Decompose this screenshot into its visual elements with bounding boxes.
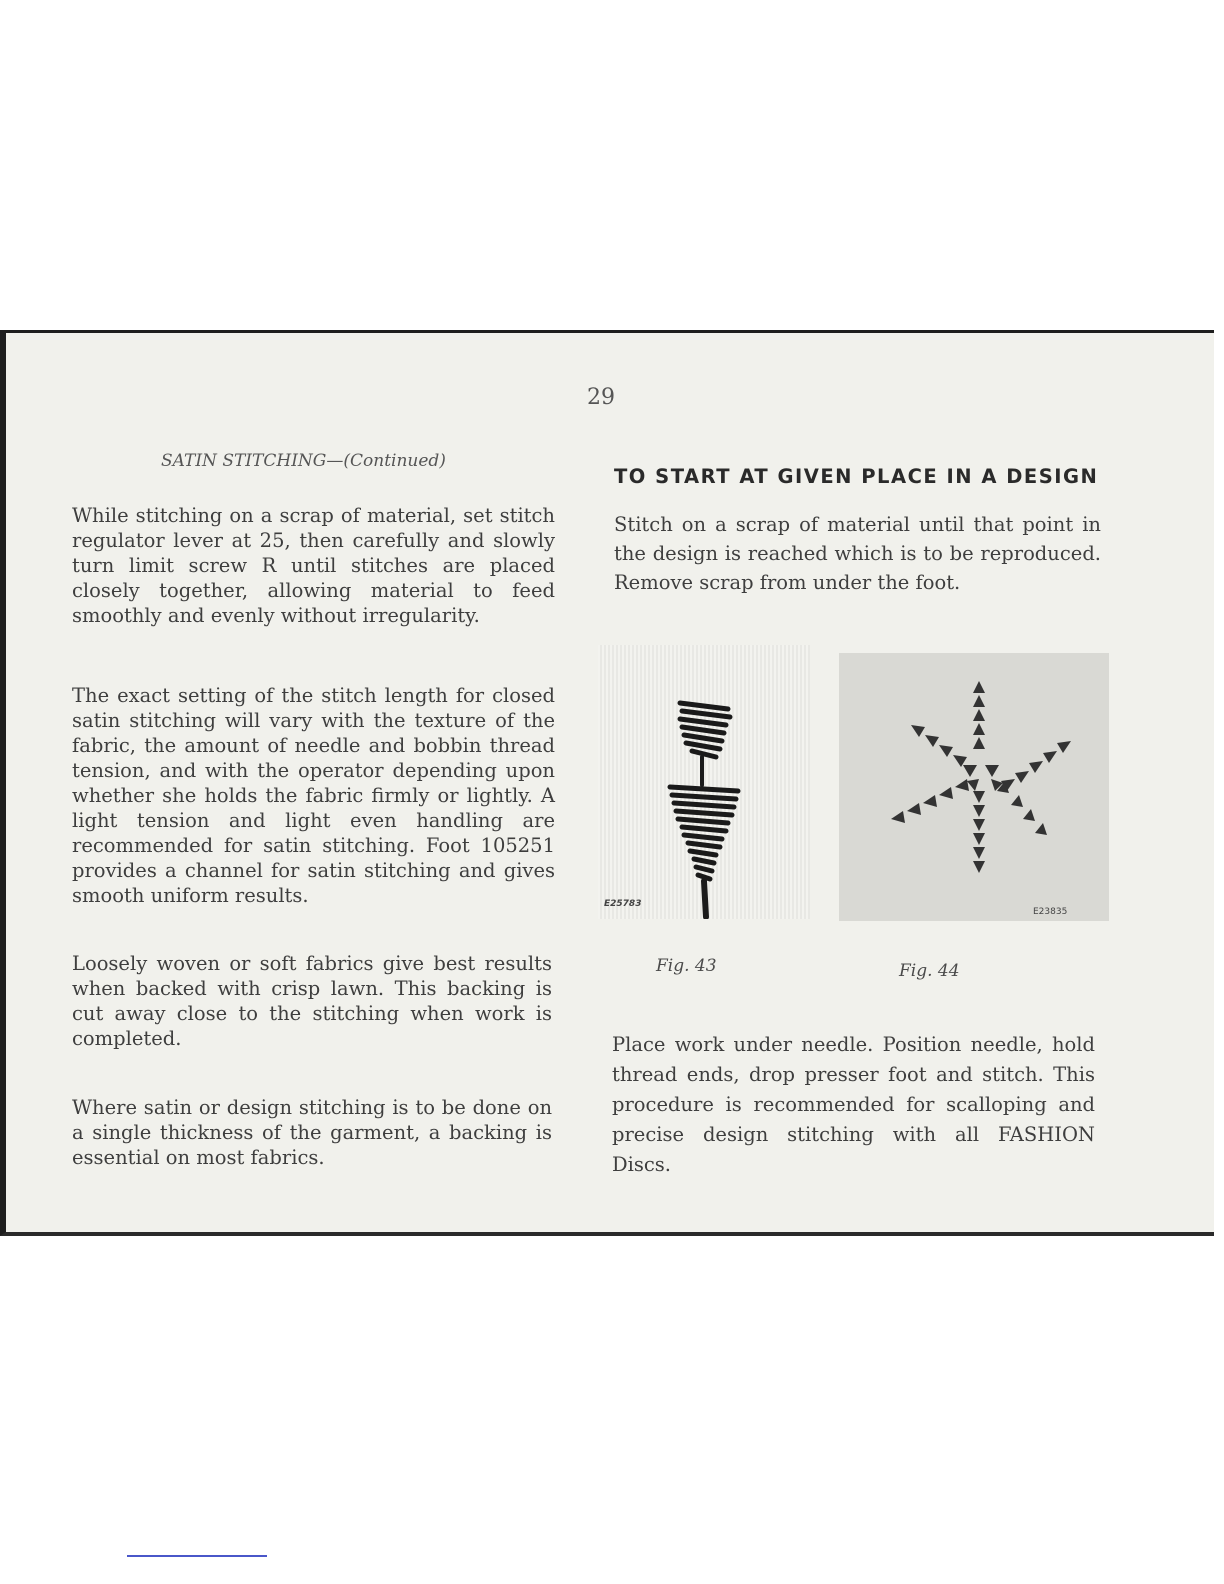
right-paragraph-1: Stitch on a scrap of material until that point in the design is reached which is to be reproduced. Remove scrap from under the foot. — [614, 513, 1101, 594]
figure-43 — [598, 645, 810, 919]
page-number: 29 — [587, 385, 615, 410]
manual-page — [0, 330, 1214, 1236]
star-arrow-design-icon — [839, 653, 1109, 921]
left-paragraph-4: Where satin or design stitching is to be done on a single thickness of the garment, a backing is essential on most fabrics. — [72, 1096, 552, 1169]
figure-44 — [839, 653, 1109, 921]
figure-44-caption: Fig. 44 — [899, 961, 960, 981]
figure-44-code: E23835 — [1033, 907, 1068, 917]
right-paragraph-2: Place work under needle. Position needle, hold thread ends, drop presser foot and stitch. This procedure is recommended for scalloping and precise design stitching with all FASHION Discs. — [612, 1033, 1095, 1176]
satin-stitch-sample-icon — [598, 645, 810, 919]
footer-rule — [127, 1555, 267, 1557]
figure-43-caption: Fig. 43 — [656, 956, 717, 976]
right-section-heading: TO START AT GIVEN PLACE IN A DESIGN — [614, 465, 1099, 488]
left-paragraph-1: While stitching on a scrap of material, set stitch regulator lever at 25, then carefully and slowly turn limit screw R until stitches are placed closely together, allowing material to feed smoothly and evenly without irregularity. — [72, 504, 555, 627]
left-paragraph-2: The exact setting of the stitch length for closed satin stitching will vary with the texture of the fabric, the amount of needle and bobbin thread tension, and with the operator depending upon whether she holds the fabric firmly or lightly. A light tension and light even handling are recommended for satin stitching. Foot 105251 provides a channel for satin stitching and gives smooth uniform results. — [72, 684, 555, 907]
left-paragraph-3: Loosely woven or soft fabrics give best results when backed with crisp lawn. This backing is cut away close to the stitching when work is completed. — [72, 952, 552, 1050]
figure-43-code: E25783 — [604, 899, 642, 909]
left-section-heading: SATIN STITCHING—(Continued) — [161, 451, 446, 471]
